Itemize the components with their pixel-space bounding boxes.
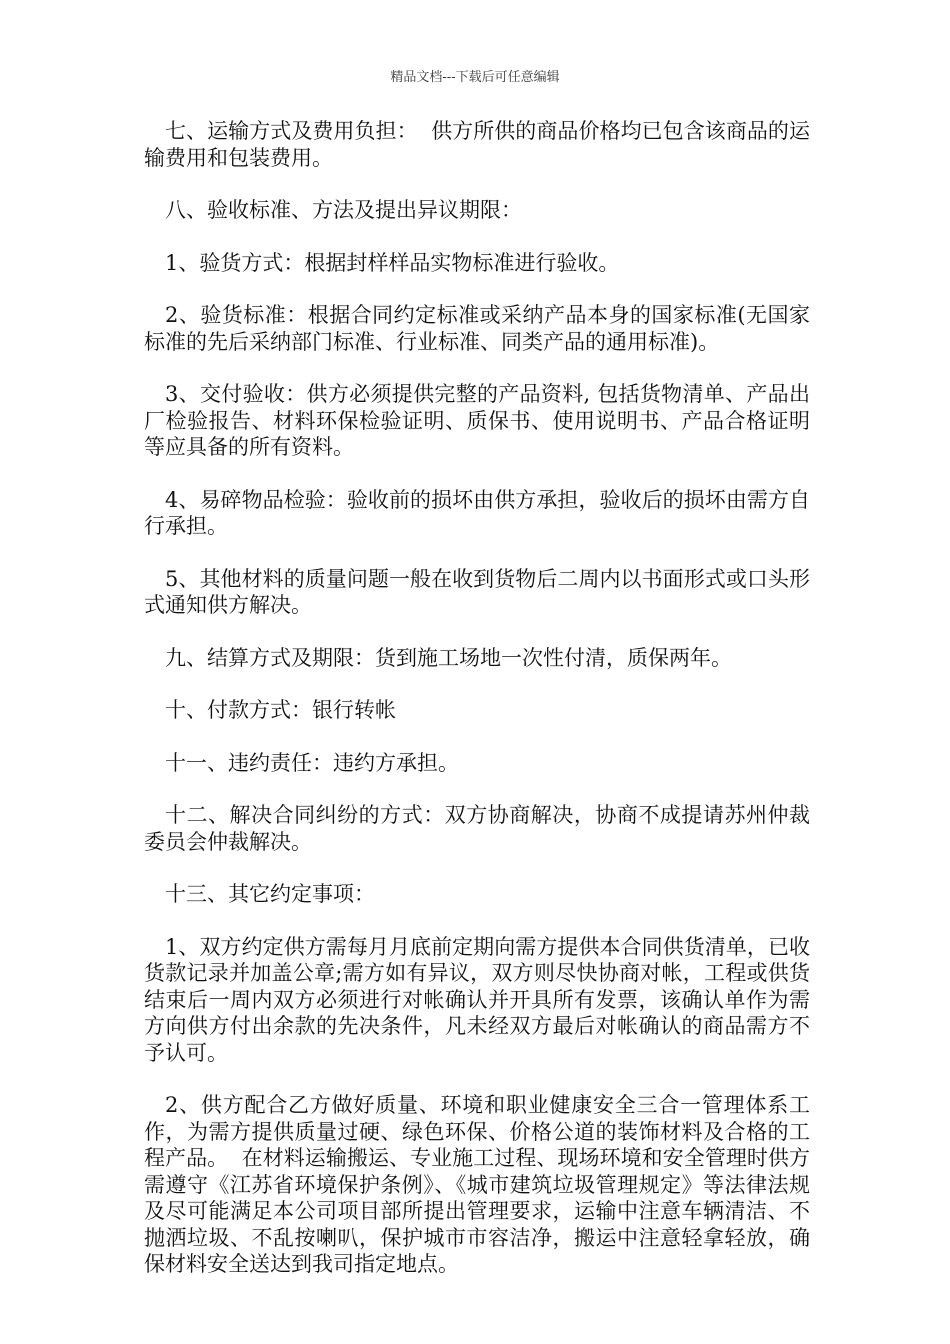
section-12-disputes: 十二、解决合同纠纷的方式：双方协商解决，协商不成提请苏州仲裁委员会仲裁解决。: [144, 803, 810, 854]
section-8-acceptance-heading: 八、验收标准、方法及提出异议期限：: [165, 198, 522, 222]
page-header: 精品文档---下载后可任意编辑: [390, 70, 560, 85]
section-13-heading: 十三、其它约定事项：: [165, 882, 375, 906]
section-11-liability: 十一、违约责任：违约方承担。: [165, 750, 459, 775]
document-body: [144, 118, 810, 1304]
section-13-item-1: 1、双方约定供方需每月月底前定期向需方提供本合同供货清单，已收货款记录并加盖公章;需方如有异议，双方则尽快协商对帐，工程或供货结束后一周内双方必须进行对帐确认并开具所有发票，该确认单作为需方向供方付出余款的先决条件，凡未经双方最后对帐确认的商品需方不予认可。: [144, 934, 810, 1065]
section-8-item-5: 5、其他材料的质量问题一般在收到货物后二周内以书面形式或口头形式通知供方解决。: [144, 566, 810, 617]
section-8-item-2: 2、验货标准：根据合同约定标准或采纳产品本身的国家标准(无国家标准的先后采纳部门标准、行业标准、同类产品的通用标准)。: [144, 303, 810, 354]
section-8-item-4: 4、易碎物品检验：验收前的损坏由供方承担，验收后的损坏由需方自行承担。: [144, 487, 810, 538]
section-7-transport: 七、运输方式及费用负担： 供方所供的商品价格均已包含该商品的运输费用和包装费用。: [144, 119, 810, 170]
section-8-item-1: 1、验货方式：根据封样样品实物标准进行验收。: [165, 250, 620, 275]
section-8-item-3: 3、交付验收：供方必须提供完整的产品资料, 包括货物清单、产品出厂检验报告、材料环保检验证明、质保书、使用说明书、产品合格证明等应具备的所有资料。: [144, 382, 810, 459]
section-10-payment: 十、付款方式：银行转帐: [165, 698, 396, 722]
section-13-item-2: 2、供方配合乙方做好质量、环境和职业健康安全三合一管理体系工作，为需方提供质量过硬、绿色环保、价格公道的装饰材料及合格的工程产品。 在材料运输搬运、专业施工过程、现场环境和安全管理时供方需遵守《江苏省环境保护条例》、《城市建筑垃圾管理规定》等法律法规及尽可能满足本公司项目部所提出管理要求，运输中注意车辆清洁、不抛洒垃圾、不乱按喇叭，保护城市市容洁净，搬运中注意轻拿轻放，确保材料安全送达到我司指定地点。: [144, 1093, 810, 1276]
section-9-settlement: 九、结算方式及期限：货到施工场地一次性付清，质保两年。: [165, 645, 732, 670]
